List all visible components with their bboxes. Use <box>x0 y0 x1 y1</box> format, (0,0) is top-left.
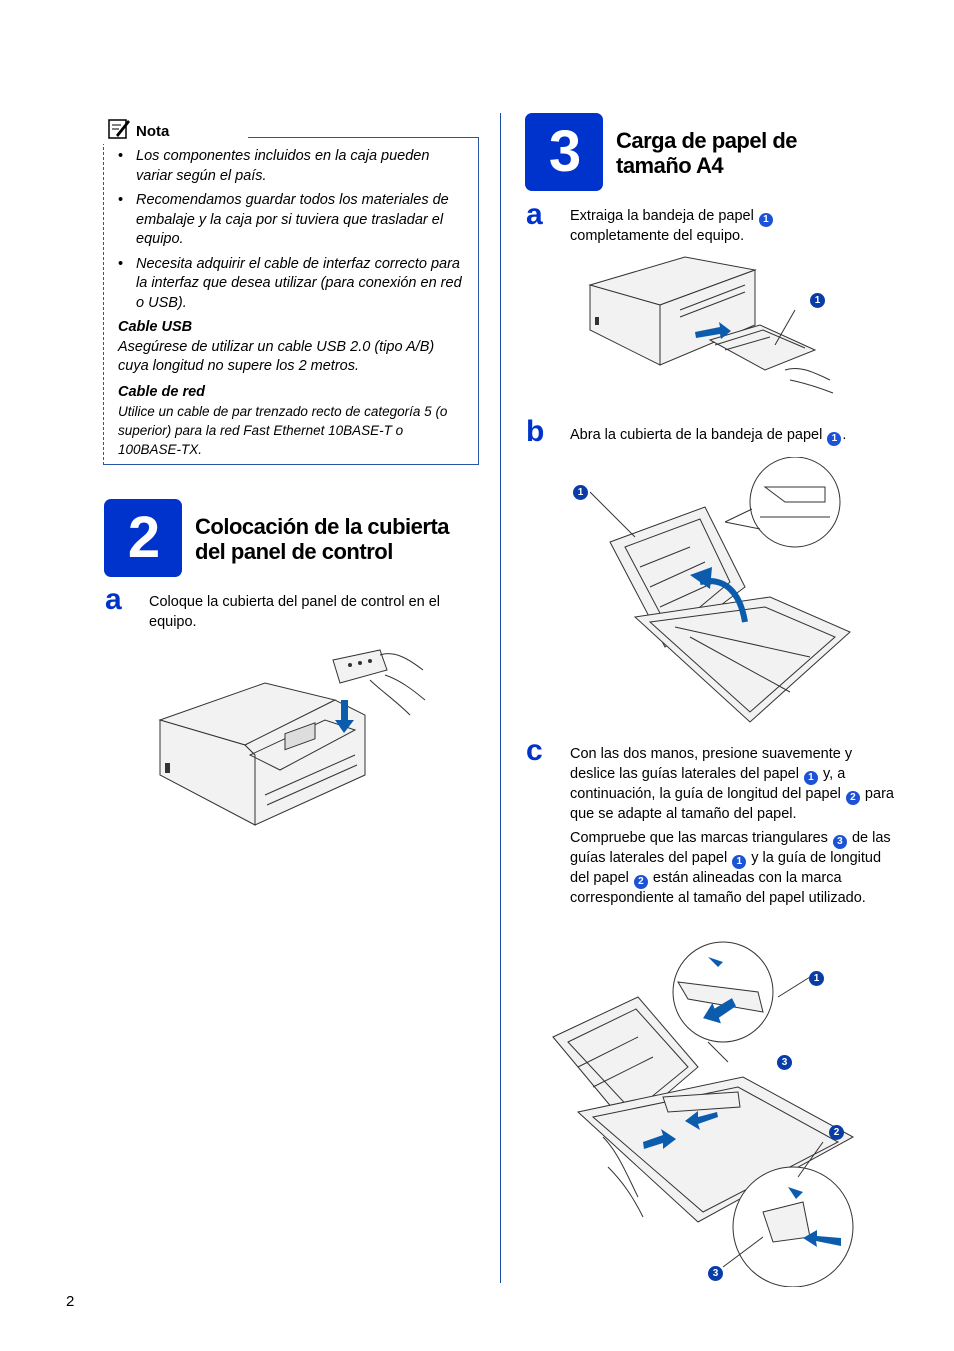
tray-cover-open-illustration <box>590 457 855 732</box>
callout-badge: 2 <box>634 875 648 889</box>
tray-extraction-illustration <box>585 255 835 395</box>
column-divider <box>500 113 501 1283</box>
printer-control-cover-illustration <box>155 645 430 830</box>
step-3b-text: Abra la cubierta de la bandeja de papel 1 . <box>570 427 847 444</box>
paragraph-text: y, a continuación, la guía de longitud del papel <box>570 765 846 802</box>
callout-3: 3 <box>777 1055 792 1070</box>
usb-cable-heading: Cable USB <box>118 319 193 335</box>
note-pencil-icon <box>107 117 131 141</box>
callout-1: 1 <box>573 485 588 500</box>
paragraph-text: para que se adapte al tamaño del papel. <box>570 785 894 822</box>
step-3b-letter: b <box>526 415 545 448</box>
callout-badge: 1 <box>827 432 841 446</box>
note-title: Nota <box>136 123 170 140</box>
step-3c-letter: c <box>526 734 543 767</box>
callout-badge: 1 <box>759 213 773 227</box>
callout-3: 3 <box>708 1266 723 1281</box>
step-3-title: Carga de papel de tamaño A4 <box>616 128 798 178</box>
note-bullet: • Los componentes incluidos en la caja pueden variar según el país. <box>118 148 430 184</box>
step-3c-paragraph-1-content <box>570 746 894 822</box>
note-bullet: • Recomendamos guardar todos los materiales de embalaje y la caja por si tuviera que trasladar el equipo. <box>118 192 449 247</box>
step-3c-paragraph-2 <box>570 829 900 909</box>
network-cable-heading: Cable de red <box>118 383 206 400</box>
paragraph-text: y la guía de longitud del papel <box>570 850 882 886</box>
callout-1: 1 <box>810 293 825 308</box>
step-3c-paragraph-2-content <box>570 830 891 906</box>
step-3c-paragraph-1 <box>570 745 900 824</box>
paragraph-text: Con las dos manos, presione suavemente y deslice las guías laterales del papel <box>570 746 853 782</box>
callout-2: 2 <box>829 1125 844 1140</box>
step-2-number-box: 2 <box>104 499 182 577</box>
callout-badge: 1 <box>732 855 746 869</box>
note-content <box>118 147 468 465</box>
callout-badge: 3 <box>833 835 847 849</box>
step-2-title: Colocación de la cubierta del panel de control <box>195 514 450 564</box>
paragraph-text: están alineadas con la marca correspondiente al tamaño del papel utilizado. <box>570 870 866 906</box>
step-2a-letter: a <box>105 583 122 616</box>
paper-guides-adjust-illustration <box>548 937 858 1287</box>
usb-cable-text: Asegúrese de utilizar un cable USB 2.0 (tipo A/B) cuya longitud no supere los 2 metros. <box>118 338 435 374</box>
page-number: 2 <box>66 1293 75 1310</box>
step-3-number-box: 3 <box>525 113 603 191</box>
callout-1: 1 <box>809 971 824 986</box>
paragraph-text: de las guías laterales del papel <box>570 830 891 866</box>
paragraph-text: Compruebe que las marcas triangulares <box>570 830 832 846</box>
step-3a-text: Extraiga la bandeja de papel 1 completamente del equipo. <box>570 207 890 247</box>
step-2a-text: Coloque la cubierta del panel de control en el equipo. <box>149 594 441 630</box>
callout-badge: 1 <box>804 771 818 785</box>
callout-badge: 2 <box>846 791 860 805</box>
step-3a-letter: a <box>526 198 543 231</box>
note-bullet: • Necesita adquirir el cable de interfaz correcto para la interfaz que desea utilizar (para conexión en red o USB). <box>118 255 462 311</box>
network-cable-text: Utilice un cable de par trenzado recto de categoría 5 (o superior) para la red Fast Ethernet 10BASE-T o 100BASE-TX. <box>118 404 448 457</box>
